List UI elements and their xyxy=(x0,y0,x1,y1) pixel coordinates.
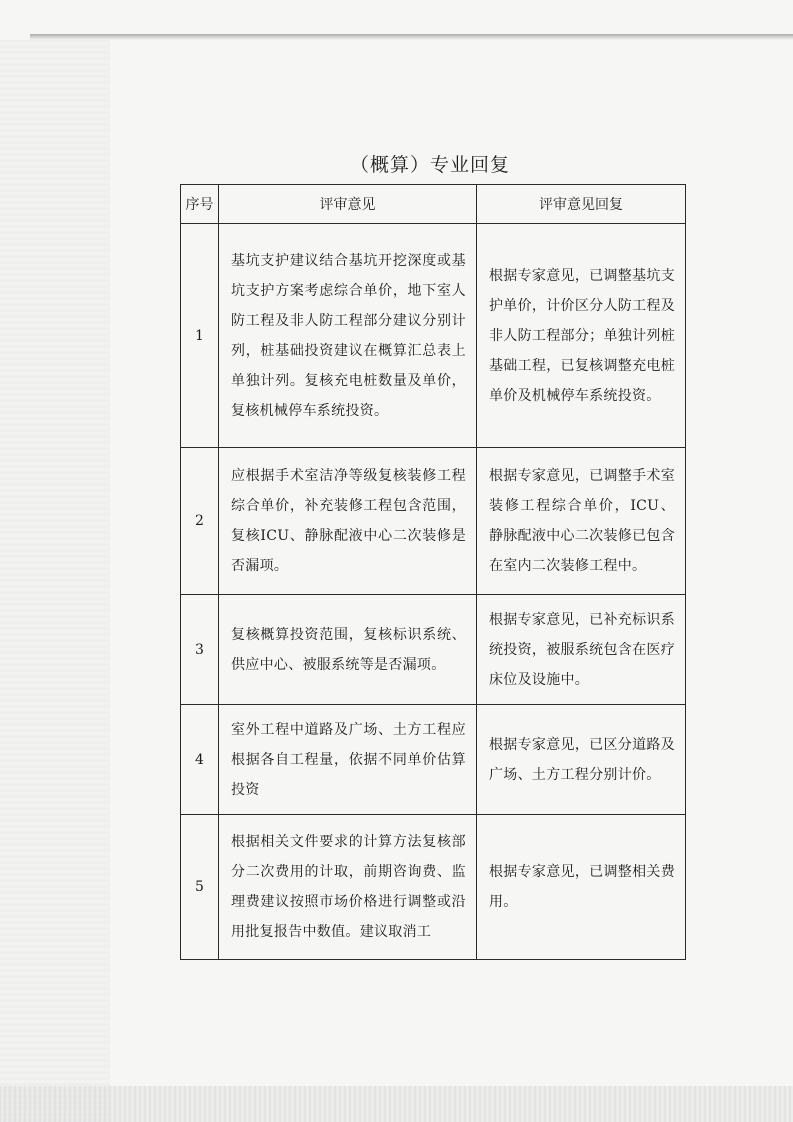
table-row xyxy=(181,815,686,960)
scan-edge-bottom xyxy=(0,1086,793,1122)
table-header-row xyxy=(181,185,686,224)
header-reply: 评审意见回复 xyxy=(477,185,686,224)
table-row xyxy=(181,448,686,595)
review-opinion: 根据相关文件要求的计算方法复核部分二次费用的计取，前期咨询费、监理费建议按照市场价格进行调整或沿用批复报告中数值。建议取消工 xyxy=(219,815,477,960)
table-row xyxy=(181,595,686,705)
review-reply: 根据专家意见，已调整相关费用。 xyxy=(477,815,686,960)
review-reply: 根据专家意见，已调整基坑支护单价，计价区分人防工程及非人防工程部分；单独计列桩基础工程，已复核调整充电桩单价及机械停车系统投资。 xyxy=(477,224,686,448)
row-number: 1 xyxy=(181,224,219,448)
review-opinion: 复核概算投资范围，复核标识系统、供应中心、被服系统等是否漏项。 xyxy=(219,595,477,705)
review-reply: 根据专家意见，已补充标识系统投资，被服系统包含在医疗床位及设施中。 xyxy=(477,595,686,705)
row-number: 5 xyxy=(181,815,219,960)
review-reply: 根据专家意见，已区分道路及广场、土方工程分别计价。 xyxy=(477,705,686,815)
review-reply: 根据专家意见，已调整手术室装修工程综合单价，ICU、静脉配液中心二次装修已包含在室内二次装修工程中。 xyxy=(477,448,686,595)
table-row xyxy=(181,705,686,815)
row-number: 3 xyxy=(181,595,219,705)
scan-edge-top xyxy=(30,34,793,40)
header-opinion: 评审意见 xyxy=(219,185,477,224)
review-opinion: 基坑支护建议结合基坑开挖深度或基坑支护方案考虑综合单价，地下室人防工程及非人防工程部分建议分别计列，桩基础投资建议在概算汇总表上单独计列。复核充电桩数量及单价，复核机械停车系统投资。 xyxy=(219,224,477,448)
header-number: 序号 xyxy=(181,185,219,224)
document-title: （概算）专业回复 xyxy=(349,154,510,176)
scan-edge-left xyxy=(0,40,110,1122)
table-row xyxy=(181,224,686,448)
review-table xyxy=(180,184,686,960)
row-number: 4 xyxy=(181,705,219,815)
row-number: 2 xyxy=(181,448,219,595)
review-opinion: 室外工程中道路及广场、土方工程应根据各自工程量，依据不同单价估算投资 xyxy=(219,705,477,815)
review-opinion: 应根据手术室洁净等级复核装修工程综合单价，补充装修工程包含范围，复核ICU、静脉配液中心二次装修是否漏项。 xyxy=(219,448,477,595)
